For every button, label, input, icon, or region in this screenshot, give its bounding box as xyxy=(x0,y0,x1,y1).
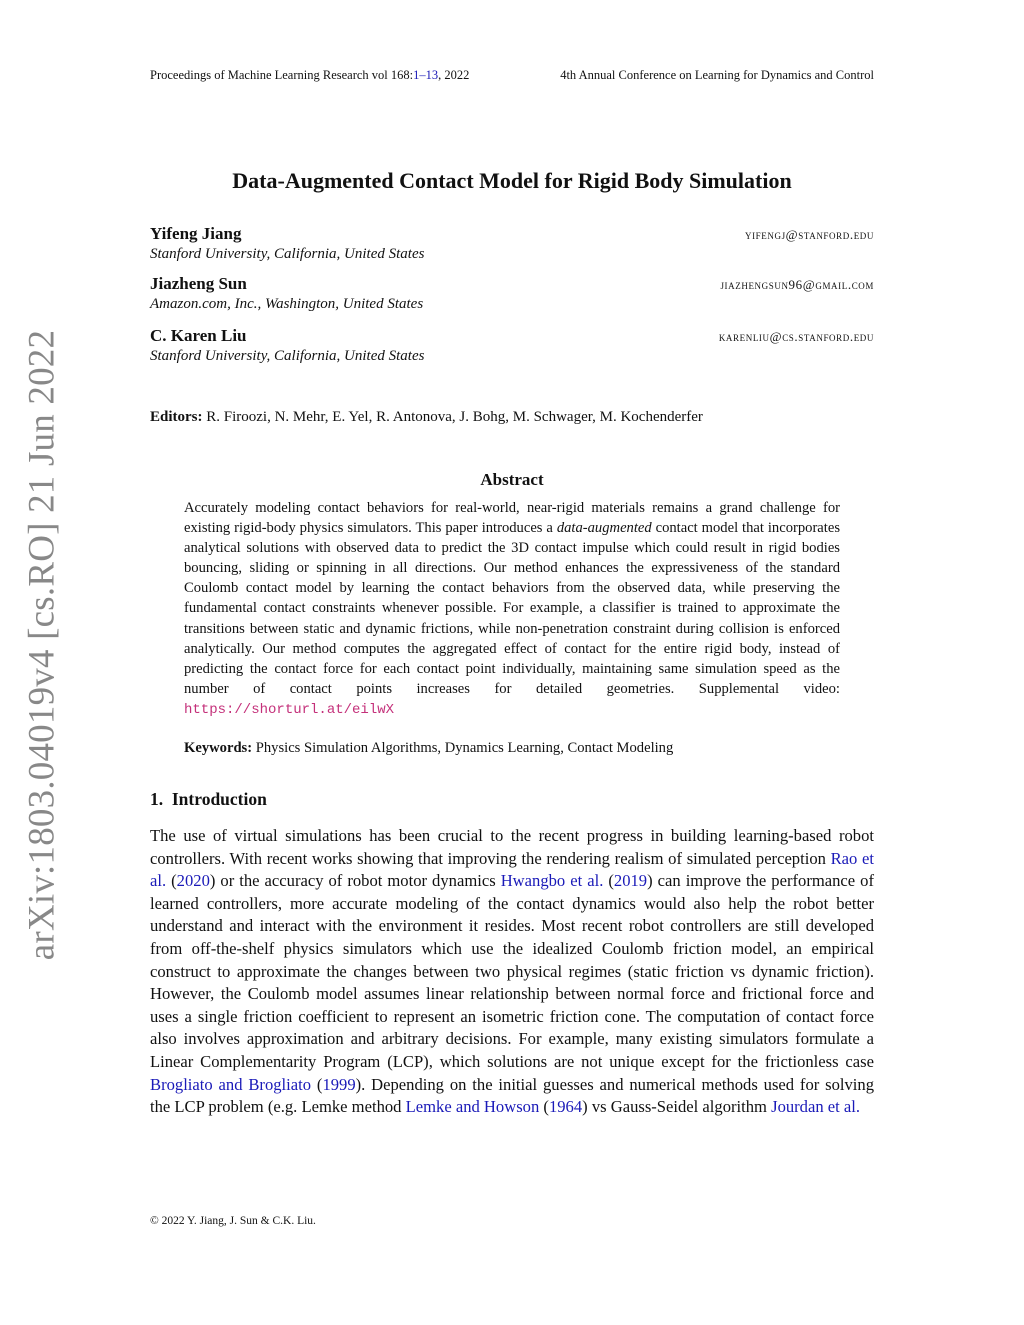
section-heading: 1. Introduction xyxy=(150,789,267,809)
abstract-body: Accurately modeling contact behaviors for real-world, near-rigid materials remains a grand challenge for existing rigid-body physics simulators. This paper introduces a data-augmented contact model that incorporates analytical solutions with observed data to predict the 3D contact impulse which could result in rigid bodies bouncing, sliding or spinning in all directions. Our method enhances the expressiveness of the standard Coulomb contact model by learning the contact behaviors from the observed data, while preserving the fundamental contact constraints whenever possible. For example, a classifier is trained to approximate the transitions between static and dynamic frictions, while non-penetration constraint during collision is enforced analytically. Our method computes the aggregated effect of contact for the entire rigid body, instead of predicting the contact force for each contact point individually, maintaining same simulation speed as the number of contact points increases for detailed geometries. Supplemental video: https://shorturl.at/eilwX xyxy=(184,500,840,718)
author-name: Jiazheng Sun xyxy=(150,274,247,293)
citation-link[interactable]: Lemke and Howson xyxy=(405,1097,540,1117)
running-header-right: 4th Annual Conference on Learning for Dynamics and Control xyxy=(560,68,874,82)
citation-link[interactable]: Hwangbo et al. xyxy=(500,871,604,891)
author-email: yifengj@stanford.edu xyxy=(744,227,874,242)
author-entry xyxy=(150,224,874,263)
keywords-line: Keywords: Physics Simulation Algorithms, Dynamics Learning, Contact Modeling xyxy=(184,740,674,756)
author-email: karenliu@cs.stanford.edu xyxy=(718,329,874,344)
author-name: Yifeng Jiang xyxy=(150,224,242,243)
arxiv-stamp: arXiv:1803.04019v4 [cs.RO] 21 Jun 2022 xyxy=(21,329,63,961)
running-header-left: Proceedings of Machine Learning Research vol 168:1–13, 2022 xyxy=(150,68,470,82)
copyright-footer: © 2022 Y. Jiang, J. Sun & C.K. Liu. xyxy=(150,1215,316,1227)
citation-year-link[interactable]: 2020 xyxy=(176,871,210,891)
author-affiliation: Stanford University, California, United States xyxy=(150,348,425,364)
citation-year-link[interactable]: 1999 xyxy=(322,1074,356,1094)
page-range-link[interactable]: 1–13 xyxy=(413,68,439,82)
author-entry xyxy=(150,274,874,313)
citation-link[interactable]: Jourdan et al. xyxy=(771,1097,861,1117)
citation-year-link[interactable]: 2019 xyxy=(613,871,648,891)
author-entry xyxy=(150,326,874,365)
author-affiliation: Amazon.com, Inc., Washington, United States xyxy=(150,296,424,312)
supplemental-video-link[interactable]: https://shorturl.at/eilwX xyxy=(184,701,395,718)
citation-link[interactable]: Rao et al. xyxy=(150,848,874,891)
author-affiliation: Stanford University, California, United States xyxy=(150,246,425,262)
intro-paragraph: The use of virtual simulations has been crucial to the recent progress in building learning-based robot controllers. With recent works showing that improving the rendering realism of simulated perception Rao et al. (2020) or the accuracy of robot motor dynamics Hwangbo et al. (2019) can improve the performance of learned controllers, more accurate modeling of the contact dynamics would also help the robot better understand and interact with the environment it resides. Most recent robot controllers are still developed from off-the-shelf physics simulators which use the idealized Coulomb friction model, an empirical construct to approximate the changes between two physical regimes (static friction vs dynamic friction). However, the Coulomb model assumes linear relationship between normal force and frictional force and uses a single friction coefficient to represent an isometric friction cone. The computation of contact force also involves approximation and arbitrary decisions. For example, many existing simulators formulate a Linear Complementarity Program (LCP), which solutions are not unique except for the frictionless case Brogliato and Brogliato (1999). Depending on the initial guesses and numerical methods used for solving the LCP problem (e.g. Lemke method Lemke and Howson (1964) vs Gauss-Seidel algorithm Jourdan et al. xyxy=(150,826,874,1117)
citation-link[interactable]: Brogliato and Brogliato xyxy=(150,1074,312,1094)
citation-year-link[interactable]: 1964 xyxy=(548,1097,583,1117)
abstract-heading: Abstract xyxy=(480,470,544,489)
author-email: jiazhengsun96@gmail.com xyxy=(720,277,874,292)
editors-line: Editors: R. Firoozi, N. Mehr, E. Yel, R. Antonova, J. Bohg, M. Schwager, M. Kochenderfer xyxy=(150,409,703,425)
author-name: C. Karen Liu xyxy=(150,326,247,345)
paper-title: Data-Augmented Contact Model for Rigid Body Simulation xyxy=(232,168,792,193)
